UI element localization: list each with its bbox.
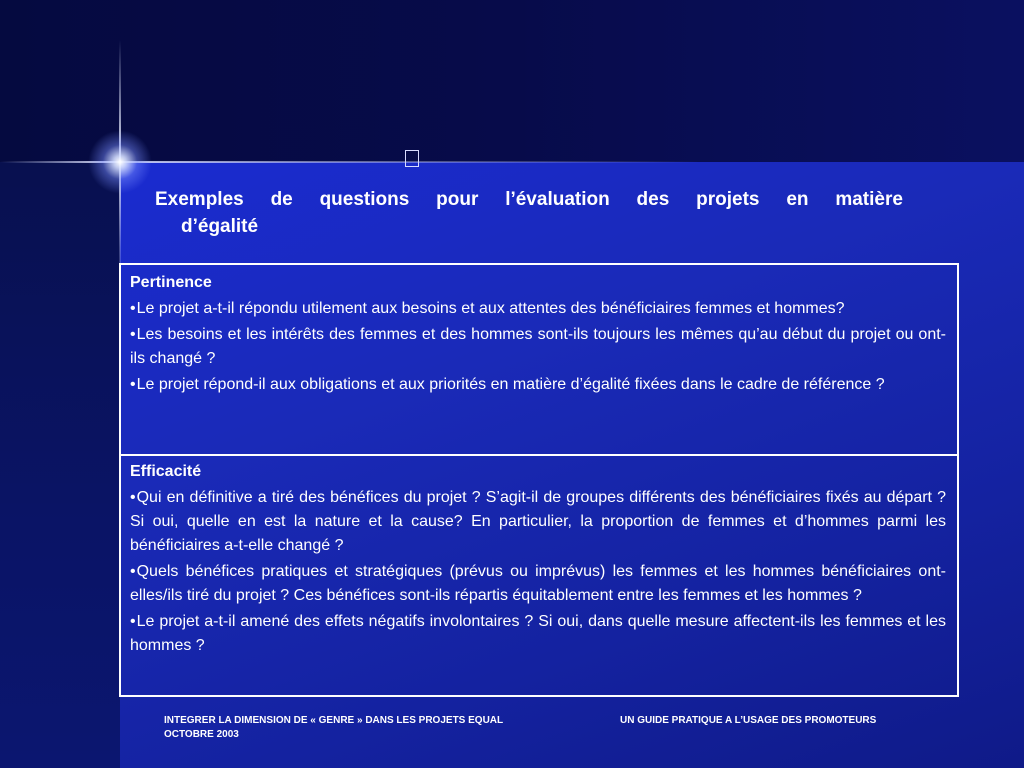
bullet-icon: • xyxy=(130,300,136,317)
slide-title-line-2: d’égalité xyxy=(181,216,259,237)
bullet-icon: • xyxy=(130,489,136,506)
title-word: l’évaluation xyxy=(505,189,610,210)
title-word: Exemples xyxy=(155,189,244,210)
question-text: Les besoins et les intérêts des femmes et des hommes sont-ils toujours les mêmes qu’au début du projet ou ont-ils changé ? xyxy=(130,326,946,367)
background-top-band xyxy=(0,0,1024,162)
question-text: Qui en définitive a tiré des bénéfices du projet ? S’agit-il de groupes différents des bénéficiaires fixés au départ ? Si oui, quelle en est la nature et la cause? En particulier, la proportion de femmes et d’hommes parmi les bénéficiaires a-t-elle changé ? xyxy=(130,489,946,554)
background-left-band xyxy=(0,162,120,768)
questions-table xyxy=(119,263,959,697)
slide-title xyxy=(155,186,903,240)
question-text: Quels bénéfices pratiques et stratégiques (prévus ou imprévus) les femmes et les hommes bénéficiaires ont-elles/ils tiré du projet ? Ces bénéfices sont-ils répartis équitablement entre les femmes et les hommes ? xyxy=(130,563,946,604)
slide-title-line-1 xyxy=(155,186,903,213)
question-item xyxy=(130,373,946,397)
question-text: Le projet répond-il aux obligations et aux priorités en matière d’égalité fixées dans le cadre de référence ? xyxy=(136,376,885,393)
bullet-icon: • xyxy=(130,563,136,580)
question-text: Le projet a-t-il répondu utilement aux besoins et aux attentes des bénéficiaires femmes et hommes? xyxy=(136,300,845,317)
title-word: de xyxy=(270,189,293,210)
bullet-icon: • xyxy=(130,613,136,630)
question-item xyxy=(130,297,946,321)
section-heading: Efficacité xyxy=(130,463,202,480)
footer-left-line-2: OCTOBRE 2003 xyxy=(164,729,239,740)
footer-left xyxy=(164,714,584,742)
title-word: matière xyxy=(835,189,903,210)
title-word: projets xyxy=(696,189,760,210)
title-word: en xyxy=(786,189,809,210)
question-item xyxy=(130,610,946,658)
light-flare-icon xyxy=(88,130,152,194)
section-heading: Pertinence xyxy=(130,274,212,291)
question-text: Le projet a-t-il amené des effets négatifs involontaires ? Si oui, dans quelle mesure affectent-ils les femmes et les hommes ? xyxy=(130,613,946,654)
bullet-icon: • xyxy=(130,326,136,343)
footer-right: UN GUIDE PRATIQUE A L’USAGE DES PROMOTEURS xyxy=(620,715,877,726)
section-efficacite xyxy=(121,456,957,695)
bullet-icon: • xyxy=(130,376,136,393)
title-word: des xyxy=(636,189,670,210)
question-item xyxy=(130,323,946,371)
title-word: pour xyxy=(436,189,479,210)
footer-left-line-1: INTEGRER LA DIMENSION DE « GENRE » DANS LES PROJETS EQUAL xyxy=(164,715,504,726)
missing-glyph-icon xyxy=(405,150,419,167)
title-word: questions xyxy=(319,189,410,210)
question-item xyxy=(130,560,946,608)
question-item xyxy=(130,486,946,558)
section-pertinence xyxy=(121,265,957,456)
